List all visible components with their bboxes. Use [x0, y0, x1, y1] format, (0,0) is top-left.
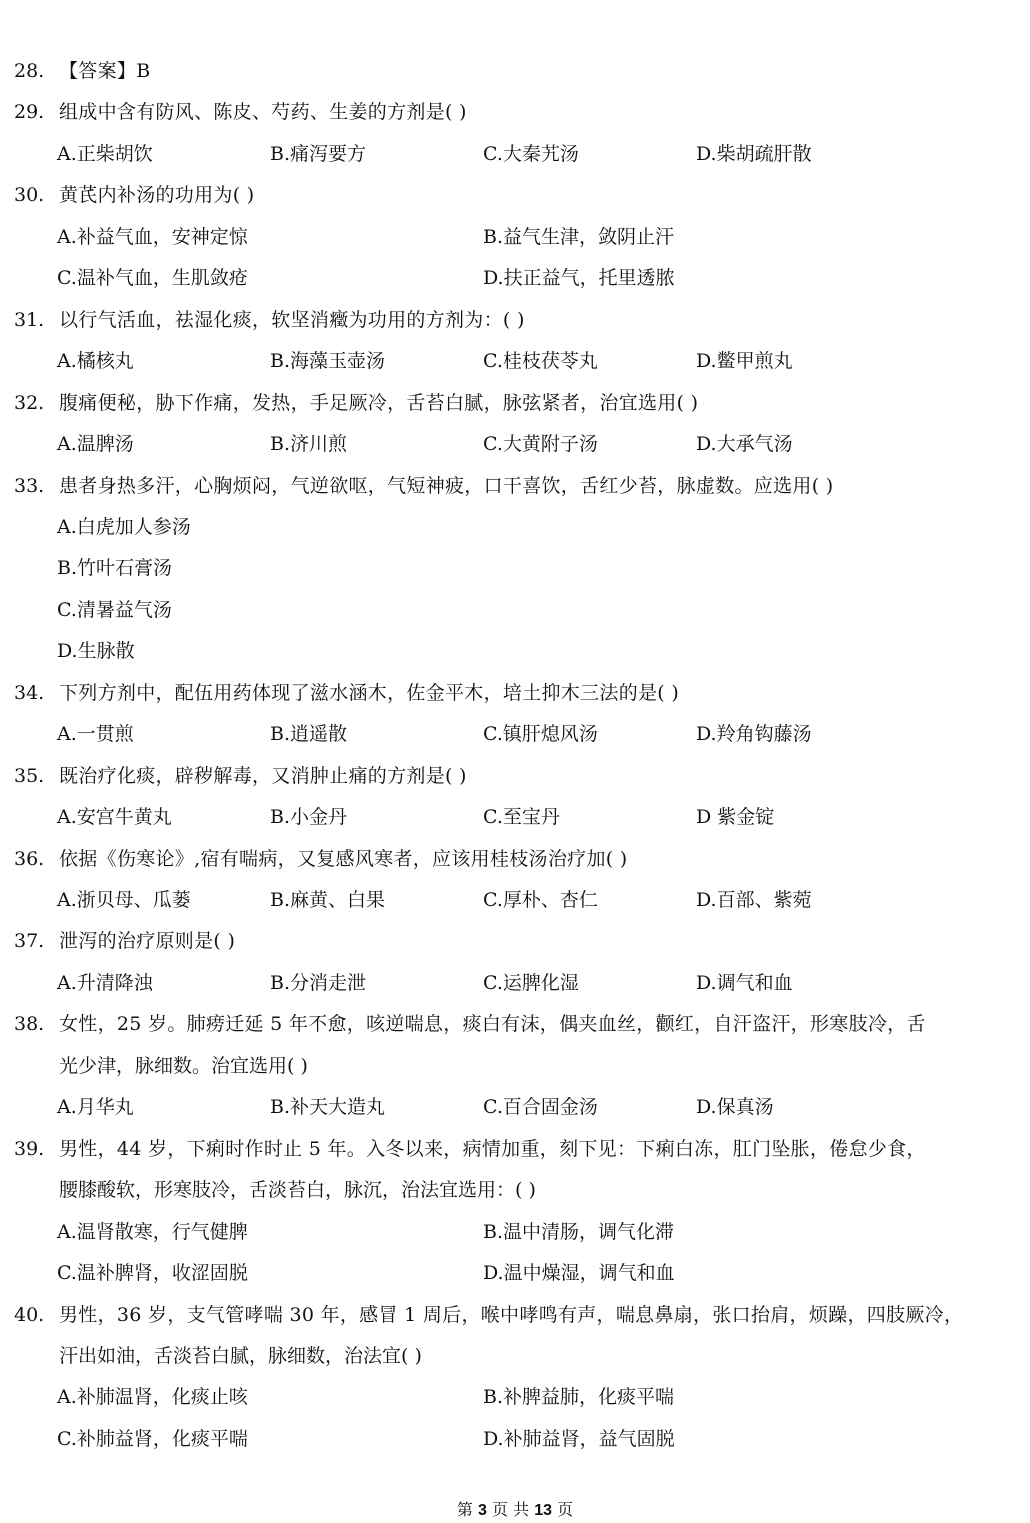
answer-option: C.镇肝熄风汤 — [483, 723, 598, 746]
answer-option: C.桂枝茯苓丸 — [483, 350, 598, 373]
question-number: 31. — [14, 308, 45, 331]
answer-option: D.羚角钩藤汤 — [696, 723, 812, 746]
answer-option: A.白虎加人参汤 — [57, 515, 191, 538]
question-number: 37. — [14, 930, 45, 953]
options-row — [0, 1253, 1030, 1294]
question-line — [0, 921, 1030, 962]
question-stem: 【答案】B — [59, 60, 151, 82]
answer-option: C.温补气血，生肌敛疮 — [57, 267, 248, 290]
question-line — [0, 673, 1030, 714]
answer-option: D.扶正益气，托里透脓 — [483, 267, 675, 290]
question-stem: 女性，25 岁。肺痨迁延 5 年不愈，咳逆喘息，痰白有沫，偶夹血丝，颧红，自汗盗汗，形寒肢冷，舌 — [59, 1013, 926, 1036]
answer-option: D.大承气汤 — [696, 433, 793, 456]
answer-option: A.温肾散寒，行气健脾 — [57, 1220, 248, 1243]
answer-option: A.安宫牛黄丸 — [57, 806, 172, 829]
question-stem: 患者身热多汗，心胸烦闷，气逆欲呕，气短神疲，口干喜饮，舌红少苔，脉虚数。应选用( ) — [59, 474, 834, 497]
answer-option: B.逍遥散 — [270, 723, 348, 746]
options-row — [0, 548, 1030, 589]
question-stem-continued: 腰膝酸软，形寒肢冷，舌淡苔白，脉沉，治法宜选用：( ) — [59, 1179, 536, 1202]
question-stem-continued: 光少津，脉细数。治宜选用( ) — [59, 1054, 308, 1077]
question-line — [0, 839, 1030, 880]
question-stem: 组成中含有防风、陈皮、芍药、生姜的方剂是( ) — [59, 101, 467, 124]
answer-option: D.温中燥湿，调气和血 — [483, 1262, 675, 1285]
answer-option: B.痛泻要方 — [270, 142, 367, 165]
options-row — [0, 963, 1030, 1004]
answer-option: A.正柴胡饮 — [57, 142, 153, 165]
options-row — [0, 258, 1030, 299]
options-row — [0, 507, 1030, 548]
answer-option: A.橘核丸 — [57, 350, 134, 373]
question-continuation — [0, 1336, 1030, 1377]
answer-option: A.月华丸 — [57, 1096, 134, 1119]
answer-option: C.清暑益气汤 — [57, 598, 172, 621]
question-line — [0, 300, 1030, 341]
options-row — [0, 424, 1030, 465]
question-line — [0, 1004, 1030, 1045]
question-continuation — [0, 1170, 1030, 1211]
answer-option: D.补肺益肾，益气固脱 — [483, 1427, 675, 1450]
footer-total-pages: 13 — [534, 1502, 552, 1519]
options-row — [0, 590, 1030, 631]
answer-option: B.分消走泄 — [270, 971, 367, 994]
question-stem: 黄芪内补汤的功用为( ) — [59, 184, 255, 207]
options-row — [0, 1087, 1030, 1128]
answer-option: C.厚朴、杏仁 — [483, 889, 598, 911]
answer-option: B.海藻玉壶汤 — [270, 350, 386, 373]
answer-option: C.大黄附子汤 — [483, 433, 598, 456]
question-number: 33. — [14, 474, 45, 497]
footer-suffix: 页 — [557, 1500, 574, 1519]
question-number: 29. — [14, 101, 45, 124]
answer-option: B.温中清肠，调气化滞 — [483, 1220, 675, 1243]
question-stem: 下列方剂中，配伍用药体现了滋水涵木，佐金平木，培土抑木三法的是( ) — [59, 681, 680, 704]
options-row — [0, 1377, 1030, 1418]
question-stem: 既治疗化痰，辟秽解毒，又消肿止痛的方剂是( ) — [59, 764, 467, 787]
question-stem: 泄泻的治疗原则是( ) — [59, 930, 236, 953]
question-number: 30. — [14, 184, 45, 207]
answer-option: C.补肺益肾，化痰平喘 — [57, 1427, 248, 1450]
answer-option: B.济川煎 — [270, 433, 348, 456]
question-line — [0, 383, 1030, 424]
answer-option: C.运脾化湿 — [483, 971, 579, 994]
question-continuation — [0, 1046, 1030, 1087]
question-stem: 依据《伤寒论》,宿有喘病，又复感风寒者，应该用桂枝汤治疗加( ) — [59, 847, 628, 870]
answer-option: A.一贯煎 — [57, 723, 134, 746]
answer-option: B.补天大造丸 — [270, 1096, 386, 1119]
answer-option: A.浙贝母、瓜蒌 — [57, 889, 191, 911]
answer-option: B.竹叶石膏汤 — [57, 557, 173, 580]
question-line — [0, 1295, 1030, 1336]
question-number: 38. — [14, 1013, 45, 1036]
question-line — [0, 175, 1030, 216]
footer-page-number: 3 — [478, 1502, 487, 1519]
answer-option: B.小金丹 — [270, 806, 348, 829]
answer-option: D 紫金锭 — [696, 806, 775, 829]
footer-prefix: 第 — [456, 1500, 473, 1519]
question-number: 34. — [14, 681, 45, 704]
options-row — [0, 341, 1030, 382]
question-number: 35. — [14, 764, 45, 787]
answer-option: B.益气生津，敛阴止汗 — [483, 225, 675, 248]
question-number: 36. — [14, 847, 45, 870]
question-line — [0, 756, 1030, 797]
answer-option: D.柴胡疏肝散 — [696, 142, 812, 165]
options-row — [0, 1212, 1030, 1253]
answer-option: A.补益气血，安神定惊 — [57, 225, 248, 248]
question-number: 28. — [14, 60, 45, 82]
question-number: 40. — [14, 1303, 45, 1326]
answer-option: C.百合固金汤 — [483, 1096, 598, 1119]
question-line — [0, 51, 1030, 92]
options-row — [0, 1419, 1030, 1460]
page-footer — [0, 1497, 1030, 1520]
answer-option: D.调气和血 — [696, 971, 793, 994]
question-line — [0, 1129, 1030, 1170]
options-row — [0, 217, 1030, 258]
answer-option: D.保真汤 — [696, 1096, 774, 1119]
answer-option: C.温补脾肾，收涩固脱 — [57, 1262, 248, 1285]
options-row — [0, 797, 1030, 838]
answer-option: B.补脾益肺，化痰平喘 — [483, 1386, 675, 1409]
question-line — [0, 92, 1030, 133]
answer-option: A.升清降浊 — [57, 971, 153, 994]
options-row — [0, 134, 1030, 175]
question-stem: 男性，36 岁，支气管哮喘 30 年，感冒 1 周后，喉中哮鸣有声，喘息鼻扇，张口抬肩，烦躁，四肢厥冷， — [59, 1303, 964, 1326]
answer-option: A.补肺温肾，化痰止咳 — [57, 1386, 248, 1409]
question-line — [0, 466, 1030, 507]
question-stem: 以行气活血，祛湿化痰，软坚消癥为功用的方剂为：( ) — [59, 308, 525, 331]
answer-option: C.大秦艽汤 — [483, 142, 579, 165]
question-number: 39. — [14, 1137, 45, 1160]
options-row — [0, 880, 1030, 921]
question-stem-continued: 汗出如油，舌淡苔白腻，脉细数，治法宜( ) — [59, 1344, 422, 1367]
question-stem: 腹痛便秘，胁下作痛，发热，手足厥冷，舌苔白腻，脉弦紧者，治宜选用( ) — [59, 391, 699, 414]
options-row — [0, 714, 1030, 755]
question-number: 32. — [14, 391, 45, 414]
answer-option: D.百部、紫菀 — [696, 889, 812, 911]
answer-option: B.麻黄、白果 — [270, 889, 386, 911]
answer-option: A.温脾汤 — [57, 433, 134, 456]
question-stem: 男性，44 岁，下痢时作时止 5 年。入冬以来，病情加重，刻下见：下痢白冻，肛门坠胀，倦怠少食， — [59, 1137, 926, 1160]
footer-middle: 页 共 — [492, 1500, 530, 1519]
answer-option: D.鳖甲煎丸 — [696, 350, 793, 373]
options-row — [0, 631, 1030, 672]
answer-option: C.至宝丹 — [483, 806, 560, 829]
answer-option: D.生脉散 — [57, 640, 135, 663]
